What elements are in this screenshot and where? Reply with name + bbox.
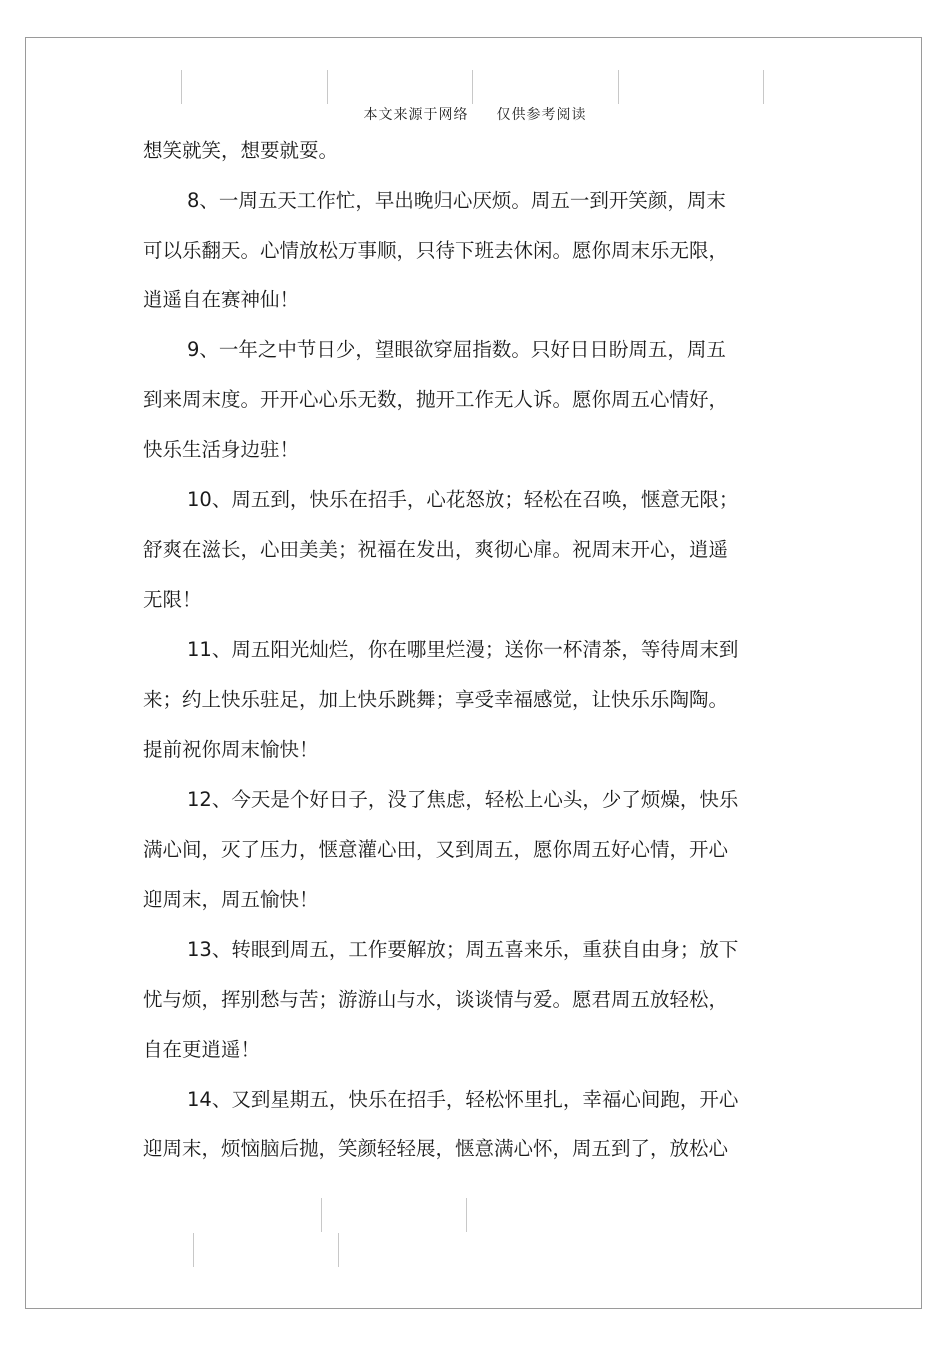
- paragraph-14-line: 14、又到星期五，快乐在招手，轻松怀里扎，幸福心间跑，开心: [187, 1088, 739, 1111]
- page-header-note: [0, 104, 950, 124]
- header-rule-mark: [472, 70, 473, 104]
- footer-rule-mark: [466, 1198, 467, 1232]
- header-rule-mark: [181, 70, 182, 104]
- paragraph-9-line: 9、一年之中节日少，望眼欲穿屈指数。只好日日盼周五，周五: [187, 338, 726, 361]
- header-rule-mark: [327, 70, 328, 104]
- paragraph-13-line: 自在更逍遥！: [143, 1038, 261, 1061]
- paragraph-8-line: 8、一周五天工作忙，早出晚归心厌烦。周五一到开笑颜，周末: [187, 189, 726, 212]
- footer-rule-mark: [321, 1198, 322, 1232]
- paragraph-10-line: 10、周五到，快乐在招手，心花怒放；轻松在召唤，惬意无限；: [187, 488, 739, 511]
- paragraph-9-line: 快乐生活身边驻！: [143, 438, 300, 461]
- text-line: 想笑就笑，想要就耍。: [143, 139, 339, 162]
- header-rule-mark: [618, 70, 619, 104]
- paragraph-11-line: 提前祝你周末愉快！: [143, 738, 319, 761]
- paragraph-14-line: 迎周末，烦恼脑后抛，笑颜轻轻展，惬意满心怀，周五到了，放松心: [143, 1137, 729, 1160]
- footer-rule-mark: [193, 1233, 194, 1267]
- paragraph-12-line: 满心间，灭了压力，惬意灌心田，又到周五，愿你周五好心情，开心: [143, 838, 729, 861]
- paragraph-9-line: 到来周末度。开开心心乐无数，抛开工作无人诉。愿你周五心情好，: [143, 388, 729, 411]
- paragraph-12-line: 12、今天是个好日子，没了焦虑，轻松上心头，少了烦燥，快乐: [187, 788, 739, 811]
- header-source-text: 本文来源于网络: [363, 107, 469, 123]
- paragraph-10-line: 无限！: [143, 588, 202, 611]
- paragraph-12-line: 迎周末，周五愉快！: [143, 888, 319, 911]
- paragraph-11-line: 来；约上快乐驻足，加上快乐跳舞；享受幸福感觉，让快乐乐陶陶。: [143, 688, 729, 711]
- paragraph-13-line: 忧与烦，挥别愁与苦；游游山与水，谈谈情与爱。愿君周五放轻松，: [143, 988, 729, 1011]
- paragraph-13-line: 13、转眼到周五，工作要解放；周五喜来乐，重获自由身；放下: [187, 938, 739, 961]
- paragraph-8-line: 逍遥自在赛神仙！: [143, 288, 300, 311]
- header-rule-mark: [763, 70, 764, 104]
- header-reference-text: 仅供参考阅读: [496, 107, 587, 123]
- paragraph-8-line: 可以乐翻天。心情放松万事顺，只待下班去休闲。愿你周末乐无限，: [143, 239, 729, 262]
- document-page: [25, 37, 922, 1309]
- footer-rule-mark: [338, 1233, 339, 1267]
- paragraph-10-line: 舒爽在滋长，心田美美；祝福在发出，爽彻心扉。祝周末开心，逍遥: [143, 538, 729, 561]
- paragraph-11-line: 11、周五阳光灿烂，你在哪里烂漫；送你一杯清茶，等待周末到: [187, 638, 739, 661]
